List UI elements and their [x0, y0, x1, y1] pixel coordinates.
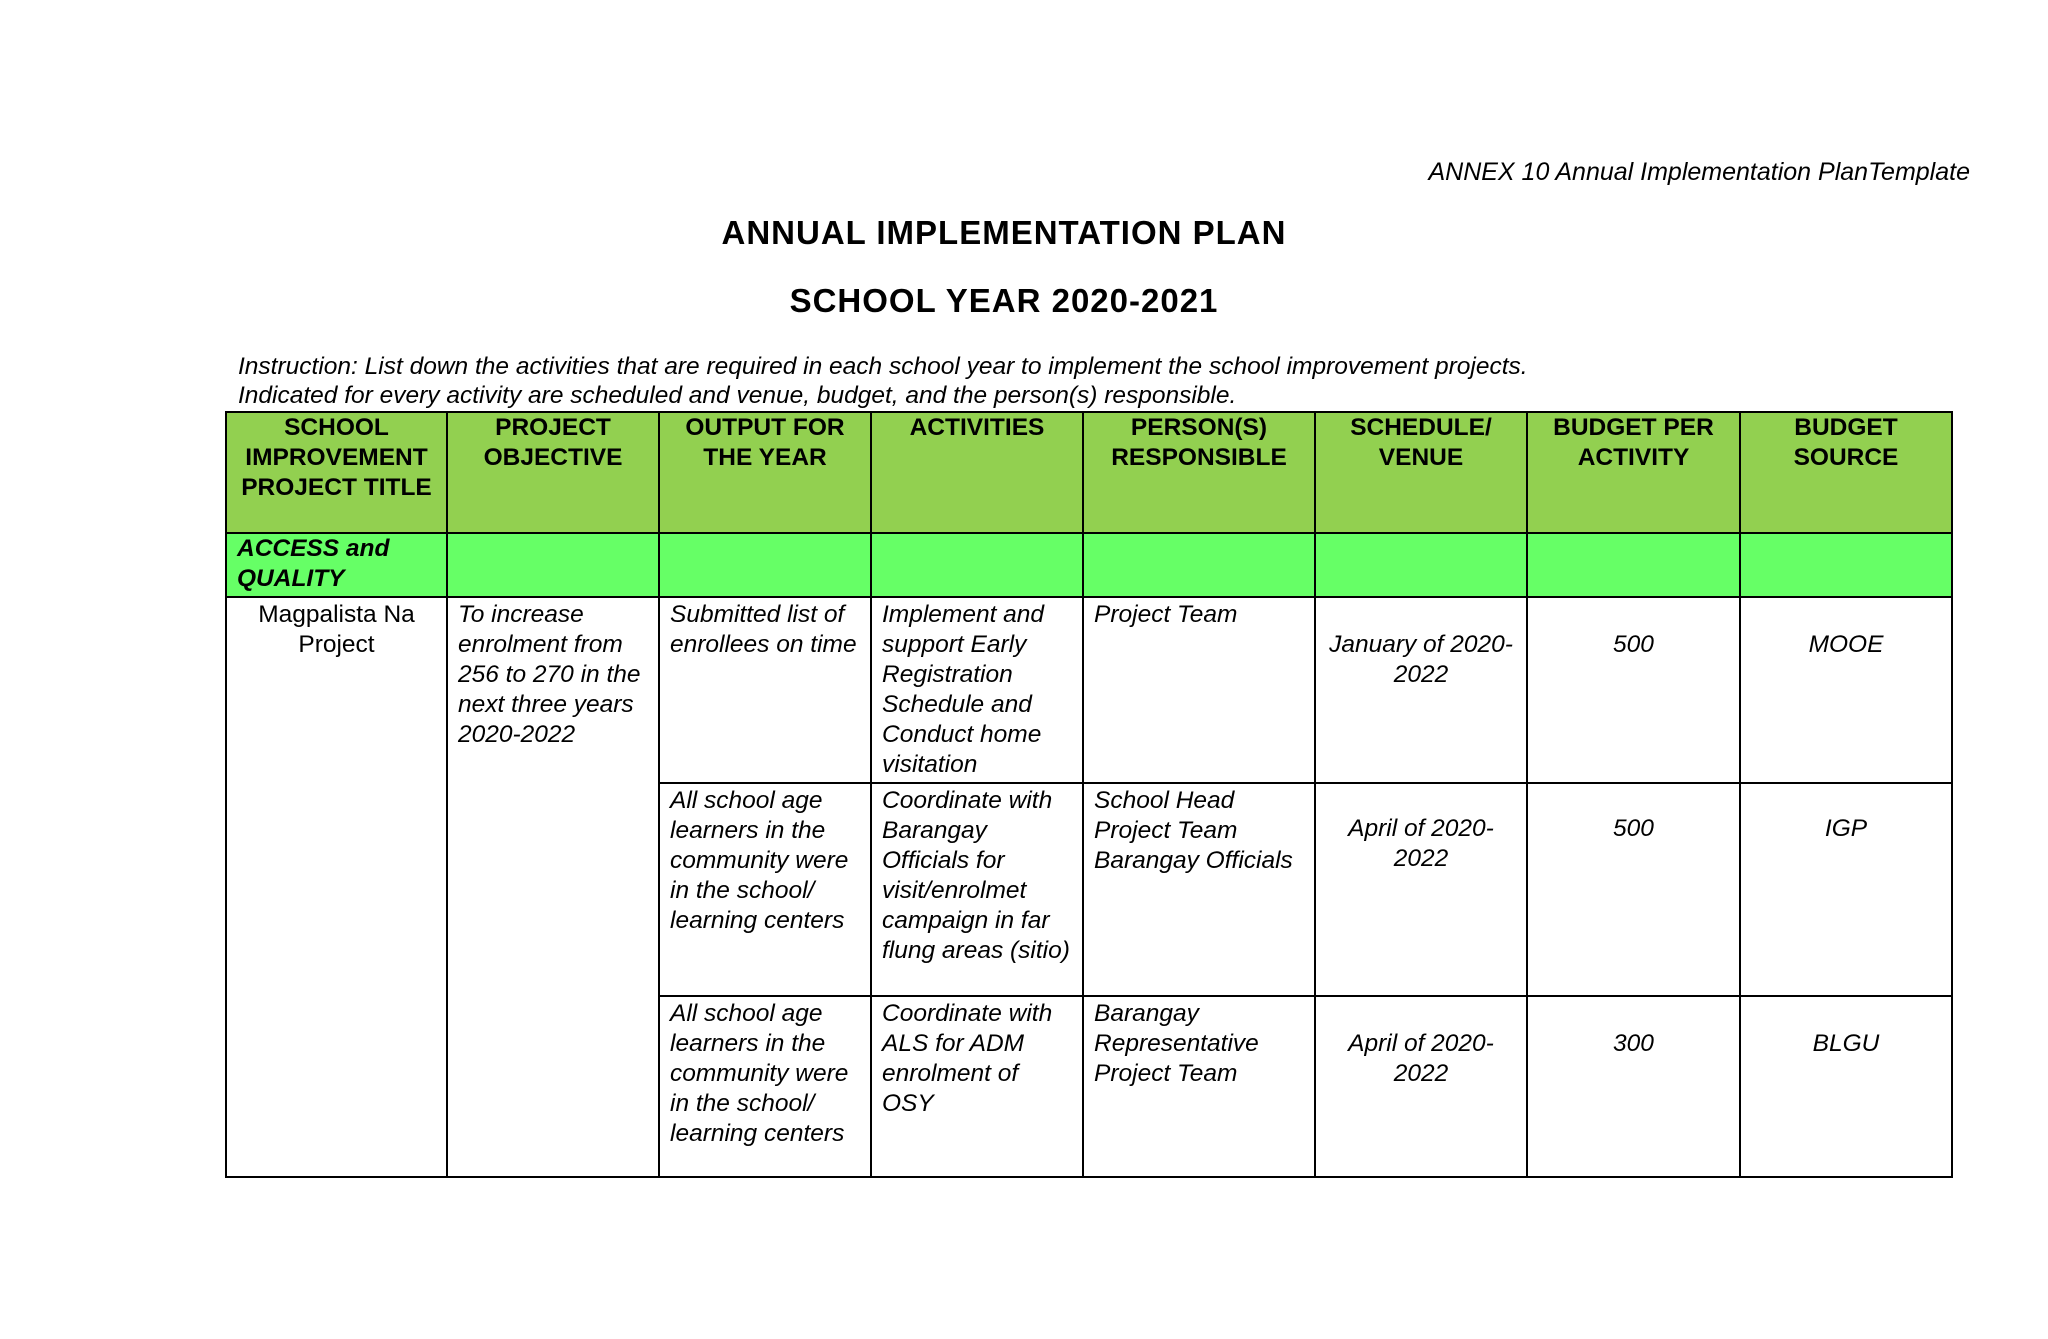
column-header-objective: PROJECT OBJECTIVE — [447, 412, 659, 533]
output-cell: Submitted list of enrollees on time — [659, 597, 871, 783]
column-header-schedule: SCHEDULE/ VENUE — [1315, 412, 1527, 533]
section-cell — [659, 533, 871, 597]
budget-cell: 300 — [1527, 996, 1740, 1177]
project-title-cell: Magpalista Na Project — [226, 597, 447, 1177]
instruction-text — [238, 352, 1528, 410]
section-label-text: ACCESS and QUALITY — [237, 535, 390, 592]
budget-cell: 500 — [1527, 597, 1740, 783]
column-header-project-title: SCHOOL IMPROVEMENT PROJECT TITLE — [226, 412, 447, 533]
schedule-cell: April of 2020-2022 — [1315, 783, 1527, 996]
instruction-line-1: Instruction: List down the activities that are required in each school year to implement the school improvement projects. — [238, 353, 1528, 380]
section-label — [226, 533, 447, 597]
section-cell — [447, 533, 659, 597]
section-cell — [1527, 533, 1740, 597]
schedule-cell: January of 2020-2022 — [1315, 597, 1527, 783]
source-cell: IGP — [1740, 783, 1952, 996]
schedule-cell: April of 2020-2022 — [1315, 996, 1527, 1177]
persons-cell: Project Team — [1083, 597, 1315, 783]
source-cell: BLGU — [1740, 996, 1952, 1177]
persons-cell: Barangay Representative Project Team — [1083, 996, 1315, 1177]
column-header-source: BUDGET SOURCE — [1740, 412, 1952, 533]
implementation-plan-table — [225, 411, 1953, 1178]
section-cell — [871, 533, 1083, 597]
source-cell: MOOE — [1740, 597, 1952, 783]
school-year-title: SCHOOL YEAR 2020-2021 — [789, 282, 1219, 319]
project-objective-cell: To increase enrolment from 256 to 270 in the next three years 2020-2022 — [447, 597, 659, 1177]
section-cell — [1740, 533, 1952, 597]
budget-cell: 500 — [1527, 783, 1740, 996]
column-header-output: OUTPUT FOR THE YEAR — [659, 412, 871, 533]
annex-label: ANNEX 10 Annual Implementation PlanTemplate — [1428, 158, 1970, 186]
table-header-row — [226, 412, 1952, 533]
column-header-budget: BUDGET PER ACTIVITY — [1527, 412, 1740, 533]
output-cell: All school age learners in the community were in the school/ learning centers — [659, 783, 871, 996]
section-cell — [1315, 533, 1527, 597]
section-row — [226, 533, 1952, 597]
output-cell: All school age learners in the community were in the school/ learning centers — [659, 996, 871, 1177]
section-cell — [1083, 533, 1315, 597]
column-header-persons: PERSON(S) RESPONSIBLE — [1083, 412, 1315, 533]
page-title: ANNUAL IMPLEMENTATION PLAN — [721, 214, 1287, 251]
activities-cell: Implement and support Early Registration Schedule and Conduct home visitation — [871, 597, 1083, 783]
instruction-line-2: Indicated for every activity are scheduled and venue, budget, and the person(s) responsible. — [238, 382, 1237, 409]
activities-cell: Coordinate with ALS for ADM enrolment of OSY — [871, 996, 1083, 1177]
activities-cell: Coordinate with Barangay Officials for visit/enrolmet campaign in far flung areas (sitio) — [871, 783, 1083, 996]
persons-cell: School Head Project Team Barangay Officials — [1083, 783, 1315, 996]
column-header-activities: ACTIVITIES — [871, 412, 1083, 533]
table-row — [226, 597, 1952, 783]
